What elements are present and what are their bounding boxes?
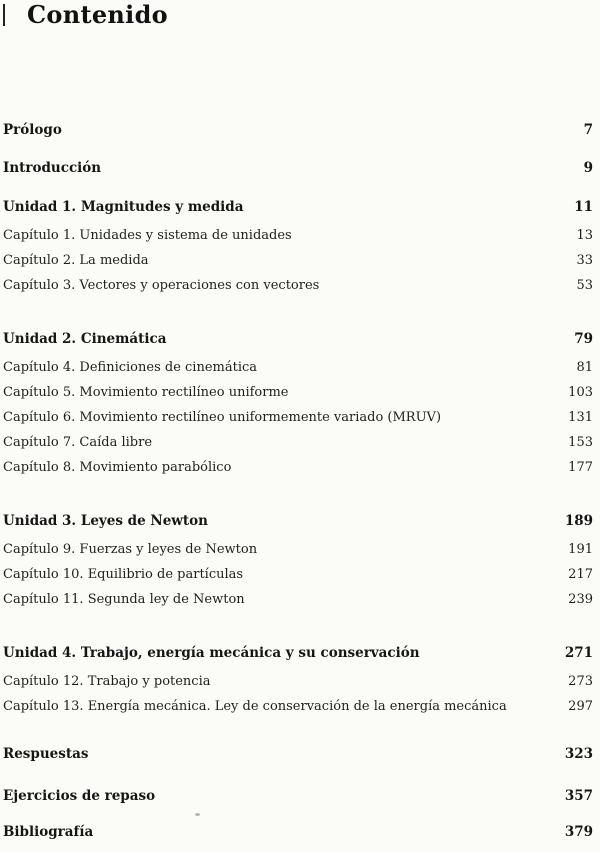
title-rule (3, 4, 5, 26)
toc-entry-label: Capítulo 6. Movimiento rectilíneo uniformemente variado (MRUV) (3, 410, 442, 425)
toc-entry-label: Prólogo (3, 122, 62, 138)
toc-entry-label: Introducción (3, 160, 102, 176)
toc-row-ejercicios (3, 784, 593, 809)
toc-row-unidad-4 (3, 641, 593, 666)
toc-row-capitulo-4 (3, 355, 593, 380)
toc-row-capitulo-13 (3, 694, 593, 719)
toc-entry-label: Unidad 1. Magnitudes y medida (3, 199, 244, 215)
toc-entry-page: 177 (568, 460, 593, 475)
scan-speck (195, 813, 200, 816)
toc-entry-label: Unidad 4. Trabajo, energía mecánica y su conservación (3, 645, 420, 661)
toc-entry-page: 323 (564, 746, 593, 762)
toc-row-capitulo-2 (3, 248, 593, 273)
toc-row-capitulo-7 (3, 430, 593, 455)
toc-row-introduccion (3, 156, 593, 181)
toc-row-capitulo-12 (3, 669, 593, 694)
toc-entry-page: 13 (576, 228, 593, 243)
toc-entry-page: 53 (576, 278, 593, 293)
toc-entry-label: Capítulo 4. Definiciones de cinemática (3, 360, 258, 375)
page-title: Contenido (27, 0, 168, 29)
toc-row-unidad-2 (3, 327, 593, 352)
toc-entry-label: Capítulo 1. Unidades y sistema de unidades (3, 228, 292, 243)
toc-row-capitulo-6 (3, 405, 593, 430)
toc-entry-label: Capítulo 9. Fuerzas y leyes de Newton (3, 542, 258, 557)
toc-entry-label: Capítulo 8. Movimiento parabólico (3, 460, 232, 475)
page-header (3, 0, 600, 28)
toc-entry-page: 9 (583, 160, 593, 176)
toc-entry-label: Capítulo 3. Vectores y operaciones con vectores (3, 278, 320, 293)
toc-entry-page: 81 (576, 360, 593, 375)
toc-row-unidad-1 (3, 195, 593, 220)
toc-row-prologo (3, 118, 593, 143)
toc-entry-page: 103 (568, 385, 593, 400)
toc-entry-page: 191 (568, 542, 593, 557)
toc-entry-label: Unidad 2. Cinemática (3, 331, 167, 347)
toc-entry-label: Capítulo 10. Equilibrio de partículas (3, 567, 244, 582)
toc-entry-page: 271 (564, 645, 593, 661)
toc-row-capitulo-8 (3, 455, 593, 480)
toc-entry-label: Capítulo 2. La medida (3, 253, 149, 268)
toc-row-unidad-3 (3, 509, 593, 534)
toc-row-respuestas (3, 742, 593, 767)
toc-entry-page: 33 (576, 253, 593, 268)
toc-entry-page: 239 (568, 592, 593, 607)
toc-row-capitulo-5 (3, 380, 593, 405)
toc-entry-label: Capítulo 12. Trabajo y potencia (3, 674, 211, 689)
toc-entry-page: 7 (583, 122, 593, 138)
toc-entry-label: Unidad 3. Leyes de Newton (3, 513, 208, 529)
toc-entry-page: 357 (564, 788, 593, 804)
toc-entry-page: 379 (564, 824, 593, 840)
toc-row-capitulo-11 (3, 587, 593, 612)
toc-entry-label: Capítulo 5. Movimiento rectilíneo uniforme (3, 385, 289, 400)
toc-entry-page: 273 (568, 674, 593, 689)
toc-entry-page: 11 (574, 199, 593, 215)
toc-entry-label: Capítulo 13. Energía mecánica. Ley de conservación de la energía mecánica (3, 699, 507, 714)
toc-entry-page: 189 (564, 513, 593, 529)
toc-entry-page: 79 (574, 331, 593, 347)
toc-entry-page: 217 (568, 567, 593, 582)
toc-entry-page: 153 (568, 435, 593, 450)
toc-entry-label: Capítulo 7. Caída libre (3, 435, 153, 450)
toc-entry-page: 131 (568, 410, 593, 425)
toc-entry-label: Ejercicios de repaso (3, 788, 156, 804)
toc-row-capitulo-9 (3, 537, 593, 562)
toc-list (3, 118, 593, 845)
toc-entry-label: Bibliografía (3, 824, 94, 840)
toc-row-capitulo-10 (3, 562, 593, 587)
toc-entry-page: 297 (568, 699, 593, 714)
toc-row-capitulo-1 (3, 223, 593, 248)
toc-row-capitulo-3 (3, 273, 593, 298)
toc-row-bibliografia (3, 820, 593, 845)
toc-entry-label: Capítulo 11. Segunda ley de Newton (3, 592, 245, 607)
toc-entry-label: Respuestas (3, 746, 89, 762)
